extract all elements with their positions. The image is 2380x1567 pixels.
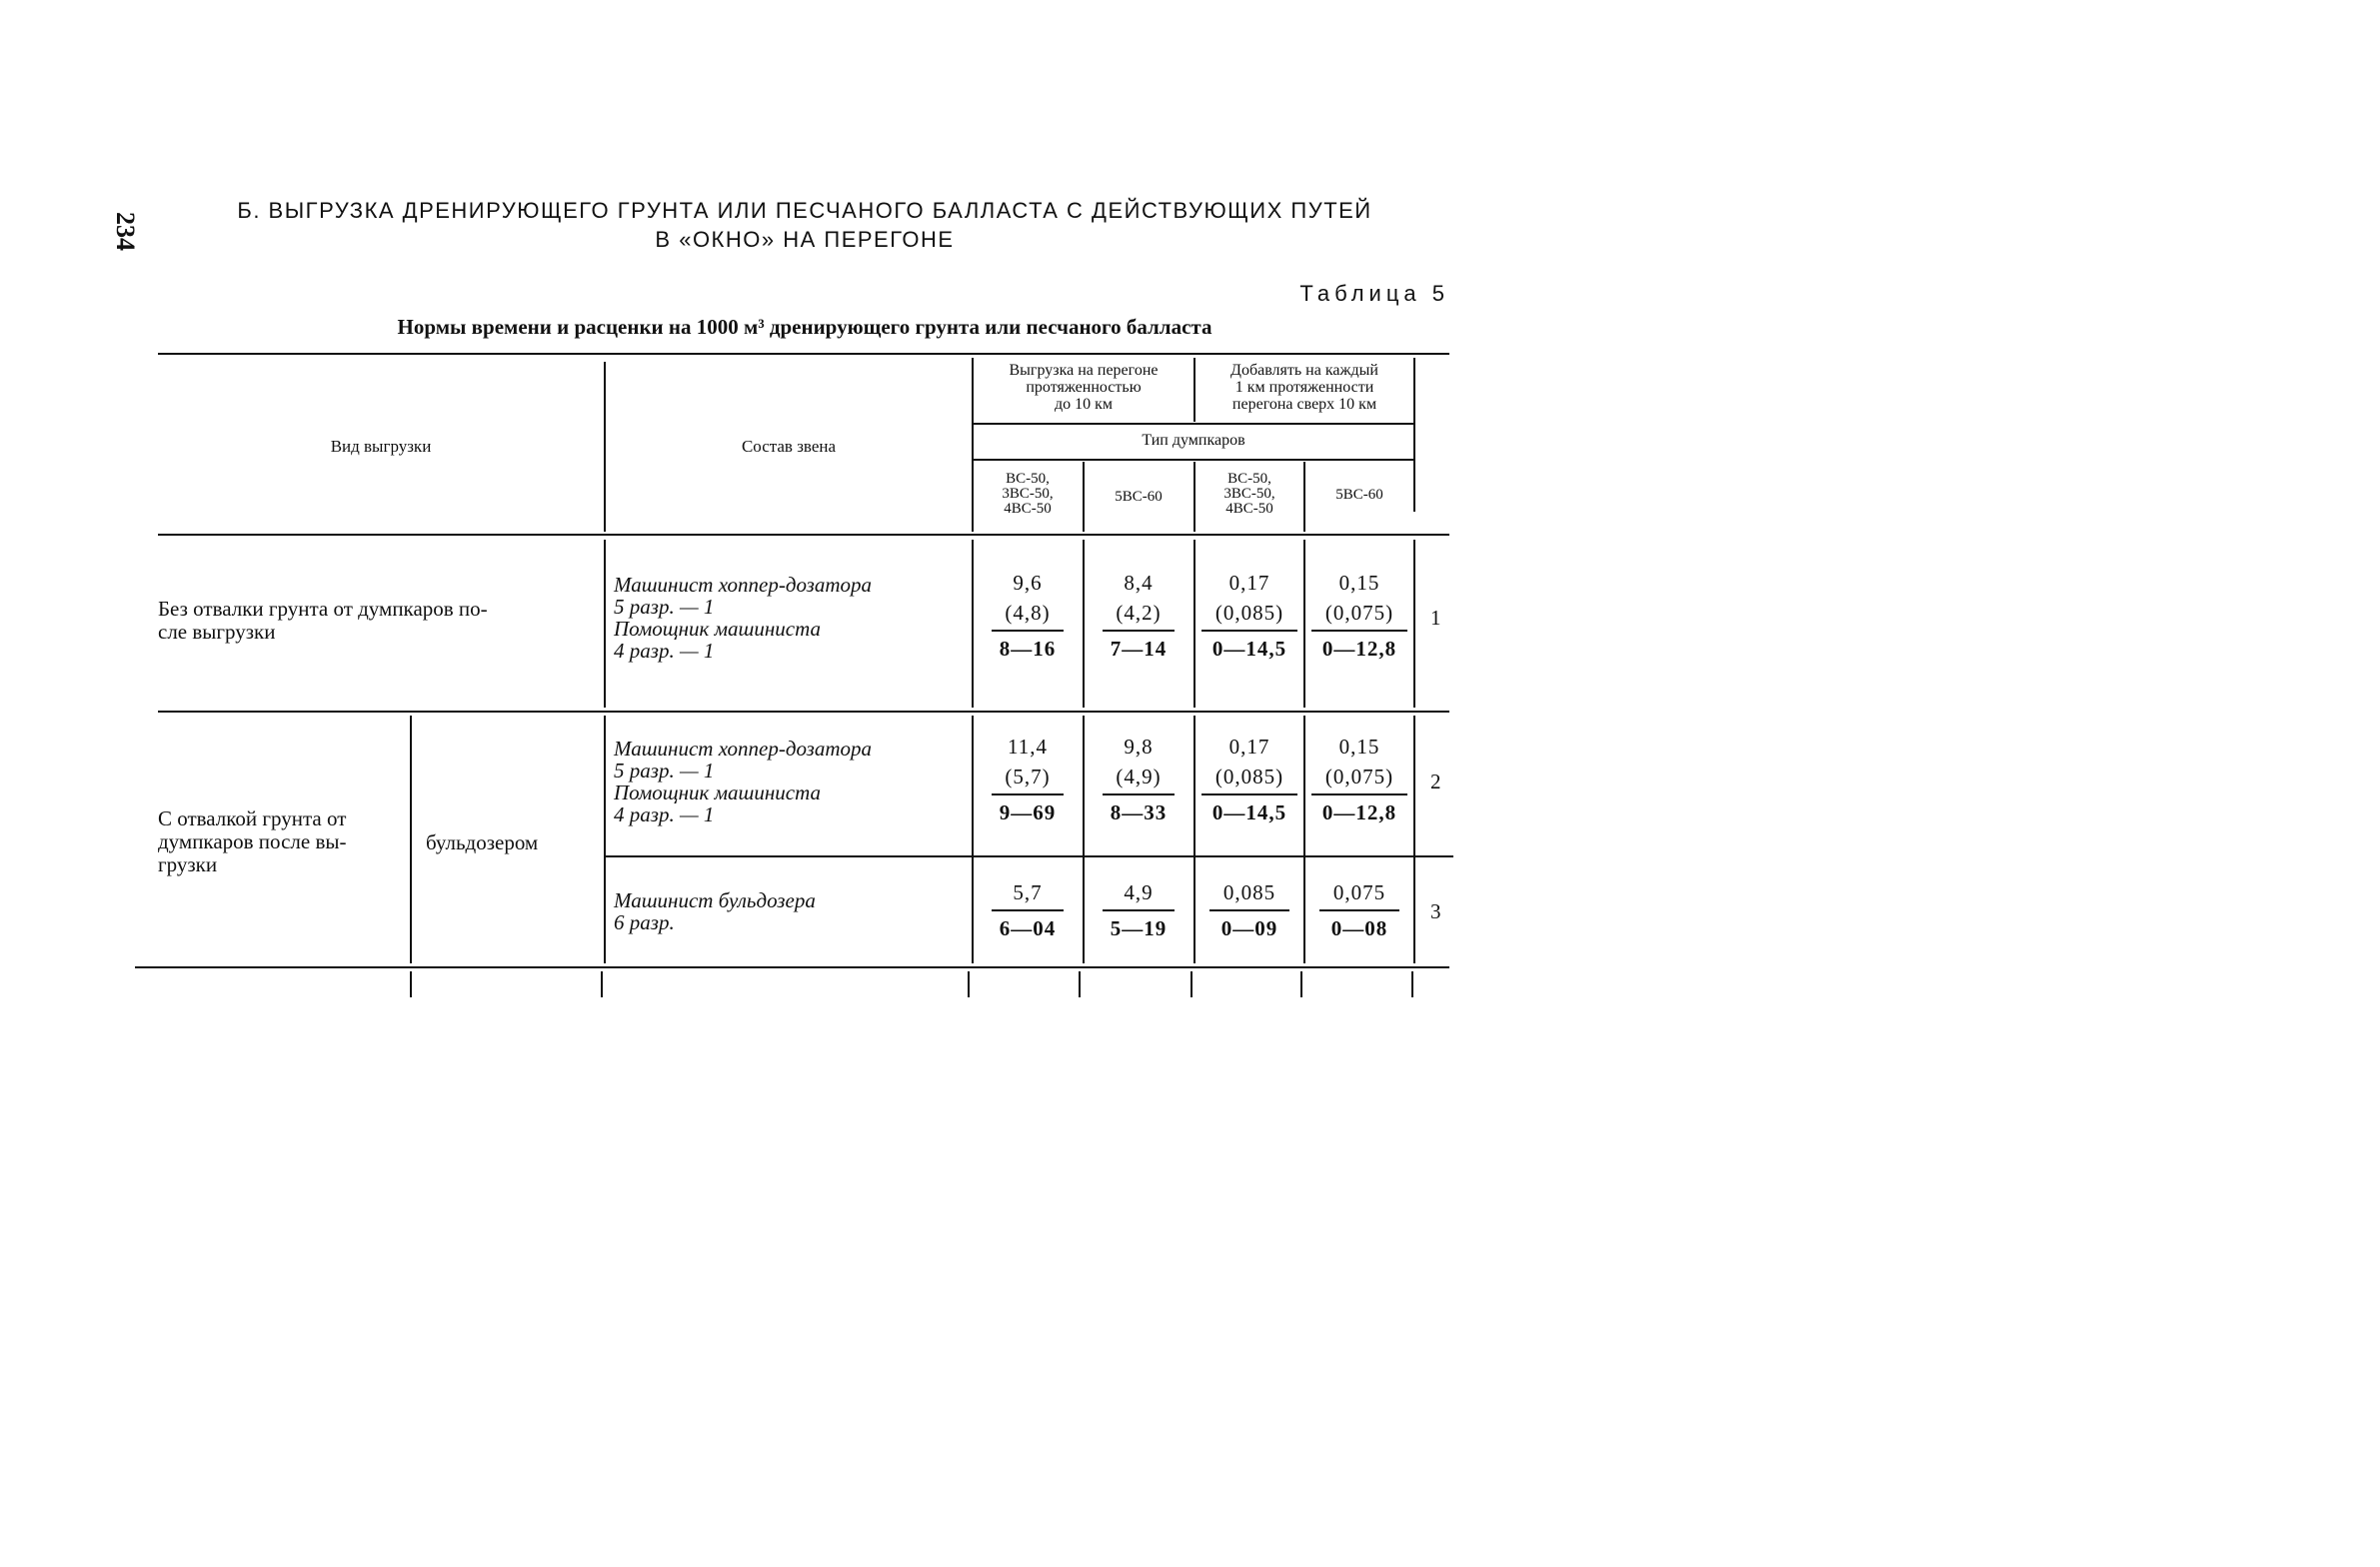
row1-cell-2: 8,4 (4,2) 7—14 xyxy=(1085,568,1192,664)
table-label: Таблица 5 xyxy=(1299,281,1449,306)
row3-cell-1: 5,7 6—04 xyxy=(974,877,1082,943)
row1-vid: Без отвалки грунта от думпкаров по- сле выгрузки xyxy=(158,597,488,644)
row2-cell-1: 11,4 (5,7) 9—69 xyxy=(974,732,1082,827)
row1-number: 1 xyxy=(1430,606,1441,630)
row1-cell-4: 0,15 (0,075) 0—12,8 xyxy=(1305,568,1413,664)
row1-cell-1: 9,6 (4,8) 8—16 xyxy=(974,568,1082,664)
header-col-5vs60-add: 5ВС-60 xyxy=(1335,487,1383,503)
row2-sostav: Машинист хоппер-дозатора 5 разр. — 1 Помощник машиниста 4 разр. — 1 xyxy=(614,737,873,826)
header-vid-vygruzki: Вид выгрузки xyxy=(330,437,432,456)
header-col-vs50-add: ВС-50, 3ВС-50, 4ВС-50 xyxy=(1223,471,1275,517)
header-group-add-per-km: Добавлять на каждый 1 км протяженности перегона сверх 10 км xyxy=(1230,362,1378,413)
row2-cell-3: 0,17 (0,085) 0—14,5 xyxy=(1195,732,1303,827)
row2-cell-4: 0,15 (0,075) 0—12,8 xyxy=(1305,732,1413,827)
header-sostav-zvena: Состав звена xyxy=(741,437,837,456)
row3-sostav: Машинист бульдозера 6 разр. xyxy=(614,888,816,934)
header-group-unload: Выгрузка на перегоне протяженностью до 10 км xyxy=(1009,362,1159,413)
row3-cell-2: 4,9 5—19 xyxy=(1085,877,1192,943)
row2-method: бульдозером xyxy=(426,830,539,854)
page-number: 234 xyxy=(111,212,140,251)
row3-cell-3: 0,085 0—09 xyxy=(1195,877,1303,943)
header-col-5vs60: 5ВС-60 xyxy=(1115,489,1163,505)
section-title-line2: В «ОКНО» НА ПЕРЕГОНЕ xyxy=(655,227,955,252)
row3-cell-4: 0,075 0—08 xyxy=(1305,877,1413,943)
row2-vid: С отвалкой грунта от думпкаров после вы- грузки xyxy=(158,806,347,876)
table-caption: Нормы времени и расценки на 1000 м³ дренирующего грунта или песчаного балласта xyxy=(397,315,1212,339)
row3-number: 3 xyxy=(1430,899,1441,923)
header-col-vs50: ВС-50, 3ВС-50, 4ВС-50 xyxy=(1002,471,1054,517)
header-tip-dumpkarov: Тип думпкаров xyxy=(1142,432,1245,449)
row1-sostav: Машинист хоппер-дозатора 5 разр. — 1 Помощник машиниста 4 разр. — 1 xyxy=(614,573,873,663)
row2-number: 2 xyxy=(1430,770,1441,793)
section-title-line1: Б. ВЫГРУЗКА ДРЕНИРУЮЩЕГО ГРУНТА ИЛИ ПЕСЧАНОГО БАЛЛАСТА С ДЕЙСТВУЮЩИХ ПУТЕЙ xyxy=(237,198,1372,223)
row2-cell-2: 9,8 (4,9) 8—33 xyxy=(1085,732,1192,827)
row1-cell-3: 0,17 (0,085) 0—14,5 xyxy=(1195,568,1303,664)
